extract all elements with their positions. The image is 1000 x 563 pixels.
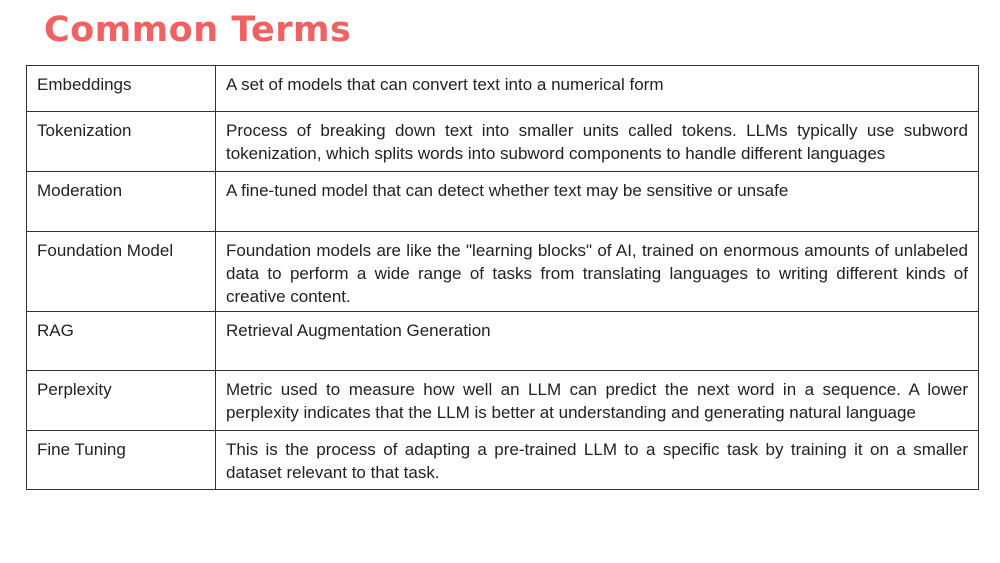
definition-cell: A set of models that can convert text into a numerical form <box>216 66 979 112</box>
term-cell: Embeddings <box>27 66 216 112</box>
table-row <box>27 172 979 232</box>
table-row <box>27 312 979 371</box>
definition-cell: Process of breaking down text into smaller units called tokens. LLMs typically use subword tokenization, which splits words into subword components to handle different languages <box>216 112 979 172</box>
definition-cell: This is the process of adapting a pre-trained LLM to a specific task by training it on a smaller dataset relevant to that task. <box>216 431 979 490</box>
definition-cell: Foundation models are like the "learning blocks" of AI, trained on enormous amounts of unlabeled data to perform a wide range of tasks from translating languages to writing different kinds of creative content. <box>216 232 979 312</box>
terms-table <box>26 65 979 490</box>
table-row <box>27 232 979 312</box>
table-row <box>27 431 979 490</box>
table-row <box>27 371 979 431</box>
table-row <box>27 66 979 112</box>
term-cell: RAG <box>27 312 216 371</box>
definition-cell: A fine-tuned model that can detect whether text may be sensitive or unsafe <box>216 172 979 232</box>
page-title: Common Terms <box>44 10 352 50</box>
term-cell: Fine Tuning <box>27 431 216 490</box>
term-cell: Perplexity <box>27 371 216 431</box>
term-cell: Moderation <box>27 172 216 232</box>
term-cell: Tokenization <box>27 112 216 172</box>
definition-cell: Metric used to measure how well an LLM can predict the next word in a sequence. A lower perplexity indicates that the LLM is better at understanding and generating natural language <box>216 371 979 431</box>
term-cell: Foundation Model <box>27 232 216 312</box>
table-row <box>27 112 979 172</box>
definition-cell: Retrieval Augmentation Generation <box>216 312 979 371</box>
